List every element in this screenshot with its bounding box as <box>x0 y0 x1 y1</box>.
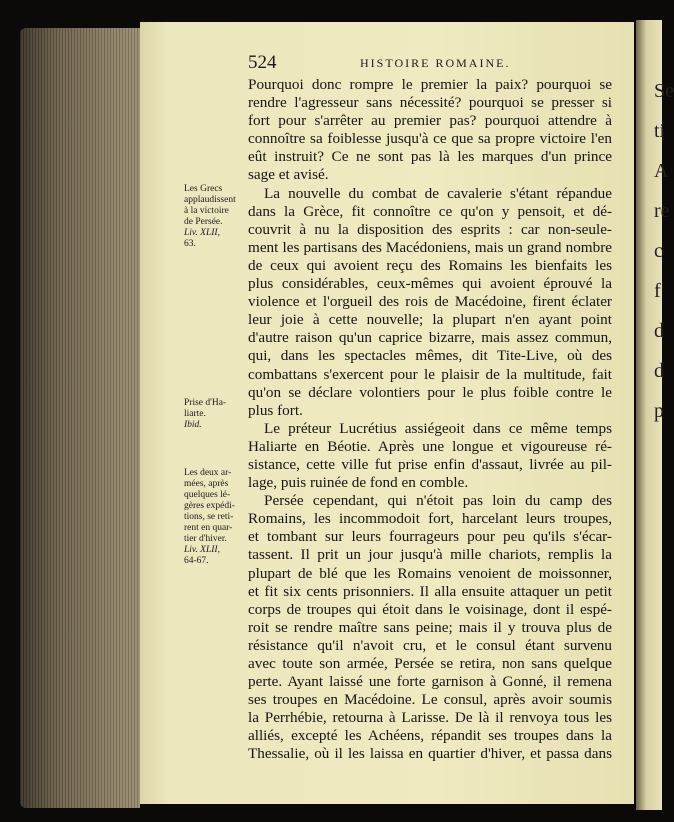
text-line: de ceux qui avoient reçu des Romains les bienfaits les <box>248 256 612 274</box>
margin-note-line: 64-67. <box>184 556 209 566</box>
right-page-edge <box>636 20 674 810</box>
text-line: violence et l'orgueil des rois de Macédoine, firent éclater <box>248 293 612 311</box>
text-line: lage, puis ruinée de fond en comble. <box>248 474 469 492</box>
text-line: alliés, excepté les Achéens, répandit ses troupes dans la <box>248 727 612 745</box>
text-line: sistance, cette ville fut prise enfin d'assaut, livrée au pil- <box>248 455 612 473</box>
text-line: Pourquoi donc rompre le premier la paix? pourquoi se <box>248 76 612 93</box>
text-line: avec toute son armée, Persée se retira, non sans quelque <box>248 655 612 672</box>
margin-note-line: gères expédi- <box>184 501 235 511</box>
right-page-fragment: re <box>654 200 670 222</box>
text-line: tassent. Il prit un jour jusqu'à mille chariots, remplis la <box>248 546 612 564</box>
text-line: connoître sa foiblesse jusqu'à ce que sa propre victoire l'en <box>248 130 612 148</box>
margin-note-line: Prise d'Ha- <box>184 398 227 408</box>
body-text <box>248 76 612 764</box>
text-line: ses troupes en Macédoine. Le consul, après avoir soumis <box>248 691 612 709</box>
margin-note-line: tier d'hiver. <box>184 534 227 544</box>
text-line: dans la Grèce, fit connoître ce qu'on y pensoit, et dé- <box>248 202 612 220</box>
text-line: plus considérables, ceux-mêmes qui avoient éprouvé la <box>248 275 612 293</box>
text-line: Haliarte en Béotie. Après une longue et vigoureuse ré- <box>248 437 612 455</box>
text-line: Romains, les incommodoit fort, harcelant leurs troupes, <box>248 510 612 528</box>
margin-note-line: rent en quar- <box>184 523 233 533</box>
margin-note-grecs <box>184 184 248 250</box>
text-line: leur joie à cette nouvelle; la plupart n'en ayant point <box>248 311 612 329</box>
right-page-fragment: ti <box>654 120 666 142</box>
margin-note-line: quelques lé- <box>184 490 231 500</box>
running-head: HISTOIRE ROMAINE. <box>360 56 511 70</box>
right-page-fragment: d <box>654 320 664 342</box>
text-line: plupart de blé que les Romains venoient de moissonner, <box>248 564 612 582</box>
right-page-fragment: c <box>654 240 663 262</box>
margin-note-line: tions, se reti- <box>184 512 234 522</box>
text-line: et fit six cents prisonniers. Il alla ensuite attaquer un petit <box>248 582 612 600</box>
right-page-fragment: Se <box>654 80 674 102</box>
text-line: sage et avisé. <box>248 166 329 184</box>
text-line: fort pour s'arrêter au premier pas? pourquoi attendre à <box>248 112 612 130</box>
text-line: Thessalie, où il les laissa en quartier d'hiver, et passa dans <box>248 745 612 763</box>
margin-note-line: Liv. XLII, <box>184 228 220 238</box>
text-line: résistance qu'il n'avoit cru, et le consul étant survenu <box>248 636 612 654</box>
text-line: La nouvelle du combat de cavalerie s'étant répandue <box>264 184 612 202</box>
text-line: eût instruit? Ce ne sont pas là les marques d'un prince <box>248 148 612 166</box>
text-line: la Perrhébie, retourna à Larisse. De là il renvoya tous les <box>248 709 612 727</box>
margin-note-haliarte <box>184 398 248 431</box>
text-line: roit se rendre maître sans peine; mais il y trouva plus de <box>248 618 612 636</box>
page-header <box>248 52 608 76</box>
text-line: rendre l'agresseur sans nécessité? pourquoi se presser si <box>248 94 612 112</box>
margin-note-line: Les deux ar- <box>184 468 232 478</box>
page-number: 524 <box>248 52 277 73</box>
margin-note-line: à la victoire <box>184 206 229 216</box>
text-line: et tombant sur leurs fourrageurs pour peu qu'ils s'écar- <box>248 528 612 546</box>
text-line: Le préteur Lucrétius assiégeoit dans ce même temps <box>264 419 612 437</box>
text-line: couvrit à nu la disposition des esprits : car non-seule- <box>248 220 612 238</box>
right-page-fragment: A <box>654 160 669 182</box>
right-page-fragment: d <box>654 360 664 382</box>
margin-note-quartier-hiver <box>184 468 248 567</box>
book-page-edges <box>20 28 140 808</box>
margin-note-line: 63. <box>184 239 196 249</box>
margin-note-line: Liv. XLII, <box>184 545 220 555</box>
text-line: Persée cependant, qui n'étoit pas loin du camp des <box>264 492 612 510</box>
margin-note-line: mées, après <box>184 479 229 489</box>
margin-note-line: applaudissent <box>184 195 236 205</box>
right-page-fragment: p <box>654 400 664 422</box>
text-line: ment les partisans des Macédoniens, mais un grand nombre <box>248 238 612 256</box>
margin-note-line: Les Grecs <box>184 184 223 194</box>
text-line: combattans s'exercent pour le plaisir de la multitude, fait <box>248 365 612 383</box>
text-line: plus fort. <box>248 401 303 419</box>
text-line: qu'on se déclare volontiers pour le plus foible contre le <box>248 383 612 401</box>
margin-note-line: liarte. <box>184 409 206 419</box>
margin-note-line: Ibid. <box>184 420 202 430</box>
text-line: corps de troupes qui étoit dans le voisinage, dont il espé- <box>248 600 612 618</box>
margin-note-line: de Persée. <box>184 217 223 227</box>
text-line: perte. Ayant laissé une forte garnison à Gonné, il remena <box>248 673 612 691</box>
text-line: d'autre raison qu'un caprice bizarre, mais assez commun, <box>248 329 612 347</box>
text-line: qui, dans les spectacles mêmes, dit Tite-Live, où des <box>248 347 612 365</box>
right-page-fragment: f <box>654 280 661 302</box>
